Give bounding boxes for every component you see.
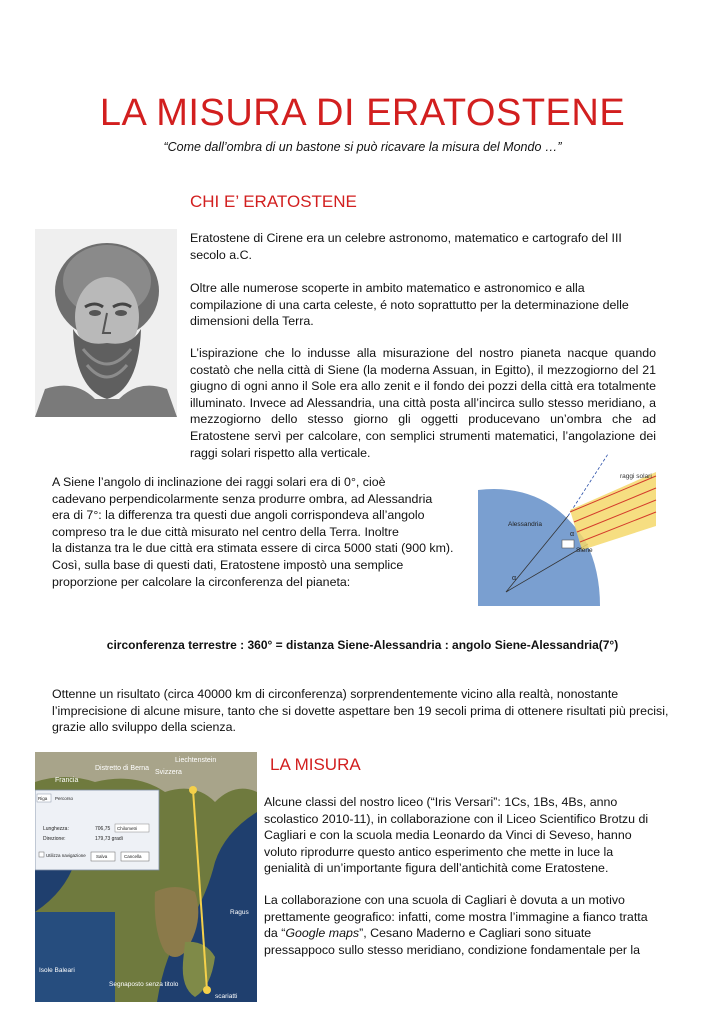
dialog-length-label: Lunghezza: xyxy=(43,826,69,832)
eratostene-bust-image xyxy=(35,229,177,417)
text-line: cadevano perpendicolarmente senza produrre ombra, ad Alessandria xyxy=(52,491,433,506)
google-maps-image xyxy=(35,752,257,1002)
section-heading-misura: LA MISURA xyxy=(270,755,361,774)
text-line: A Siene l’angolo di inclinazione dei raggi solari era di 0°, cioè xyxy=(52,475,386,489)
map-label-segnaposto: Segnaposto senza titolo xyxy=(109,981,179,988)
map-label-isole: Isole Baleari xyxy=(39,967,75,974)
map-label-distretto: Distretto di Berna xyxy=(95,765,150,772)
map-label-liechtenstein: Liechtenstein xyxy=(175,757,217,764)
measure-dialog xyxy=(35,790,159,870)
angle-center-label: α xyxy=(512,575,517,582)
subtitle-quote: “Come dall’ombra di un bastone si può ricavare la misura del Mondo …” xyxy=(163,140,562,154)
paragraph-result: Ottenne un risultato (circa 40000 km di circonferenza) sorprendentemente vicino alla realtà, nonostante l’imprecisione di alcune misure, tanto che si dovette aspettare ben 19 secoli prima di ottenere risultati più precisi, grazie allo sviluppo della scienza. xyxy=(52,687,669,735)
map-label-cagliari: scariatti xyxy=(215,993,238,1000)
formula: circonferenza terrestre : 360° = distanza Siene-Alessandria : angolo Siene-Alessandria(7°) xyxy=(106,638,619,652)
dialog-direction-label: Direzione: xyxy=(43,836,66,842)
text-line: era di 7°: la differenza tra questi due angoli corrispondeva all’angolo xyxy=(52,508,425,523)
dialog-tab-riga[interactable]: Riga xyxy=(38,796,48,801)
paragraph-discoveries: Oltre alle numerose scoperte in ambito matematico e astronomico e alla compilazione di una carta celeste, é noto soprattutto per la determinazione delle dimensioni della Terra. xyxy=(190,281,629,329)
map-label-francia: Francia xyxy=(55,777,79,784)
paragraph-geography xyxy=(264,892,654,958)
map-label-svizzera: Svizzera xyxy=(155,769,182,776)
dialog-unit-select[interactable]: Chilometri xyxy=(117,826,138,831)
angle-shadow-label: α xyxy=(570,531,575,538)
dialog-save-button[interactable]: Salva xyxy=(96,854,108,859)
dialog-tab-percorso[interactable]: Percorso xyxy=(55,796,74,801)
earth-rays-diagram xyxy=(478,452,658,606)
google-maps-name: Google maps xyxy=(285,926,360,941)
paragraph-inspiration: L’ispirazione che lo indusse alla misurazione del nostro pianeta nacque quando costatò che nella città di Siene (la moderna Assuan, in Egitto), il mezzogiorno del 21 giugno di ogni anno il Sole era allo zenit e il fondo dei pozzi della città era totalmente illuminato. Invece ad Alessandria, una città posta all’incirca sullo stesso meridiano, a mezzogiorno dello stesso giorno gli oggetti producevano un’ombra che ad Eratostene servì per calcolare, con semplici strumenti matematici, l’angolazione dei raggi solari rispetto alla verticale. xyxy=(190,346,656,460)
dialog-length-value: 706,75 xyxy=(95,826,111,832)
text-line: la distanza tra le due città era stimata essere di circa 5000 stati (900 km). xyxy=(52,541,454,556)
dialog-clear-button[interactable]: Cancella xyxy=(124,854,142,859)
text-line: compreso tra le due città misurato nel centro della Terra. Inoltre xyxy=(52,524,399,539)
paragraph-intro: Eratostene di Cirene era un celebre astronomo, matematico e cartografo del III secolo a.C. xyxy=(190,231,622,262)
text-line: proporzione per calcolare la circonferenza del pianeta: xyxy=(52,574,351,589)
geography-text-b: ”, Cesano Maderno e Cagliari sono situate pressappoco sullo stesso meridiano, condizione fondamentale per la xyxy=(264,926,641,957)
text-line: Così, sulla base di questi dati, Eratostene impostò una semplice xyxy=(52,557,404,572)
map-label-ragusa: Ragus xyxy=(230,909,249,916)
alessandria-label: Alessandria xyxy=(508,521,542,528)
rays-label: raggi solari xyxy=(620,473,652,480)
dialog-direction-value: 179,73 gradi xyxy=(95,836,123,842)
geography-text-a: La collaborazione con una scuola di Cagliari è dovuta a un motivo prettamente geografico: infatti, come mostra l’immagine a fianco tratta da “ xyxy=(264,893,648,941)
paragraph-collaboration: Alcune classi del nostro liceo (“Iris Versari”: 1Cs, 1Bs, 4Bs, anno scolastico 2010-11), in collaborazione con il Liceo Scientifico Brotzu di Cagliari e con la scuola media Leonardo da Vinci di Seveso, hanno voluto riprodurre questo antico esperimento che mette in luce la genialità di un’importante figura dell’antichità come Eratostene. xyxy=(264,795,649,876)
page-title: LA MISURA DI ERATOSTENE xyxy=(99,92,626,134)
paragraph-angles xyxy=(52,474,472,590)
siene-label: Siene xyxy=(576,547,593,554)
section-heading-chi: CHI E’ ERATOSTENE xyxy=(190,192,357,211)
dialog-checkbox-label[interactable]: Utilizza navigazione xyxy=(46,853,86,858)
